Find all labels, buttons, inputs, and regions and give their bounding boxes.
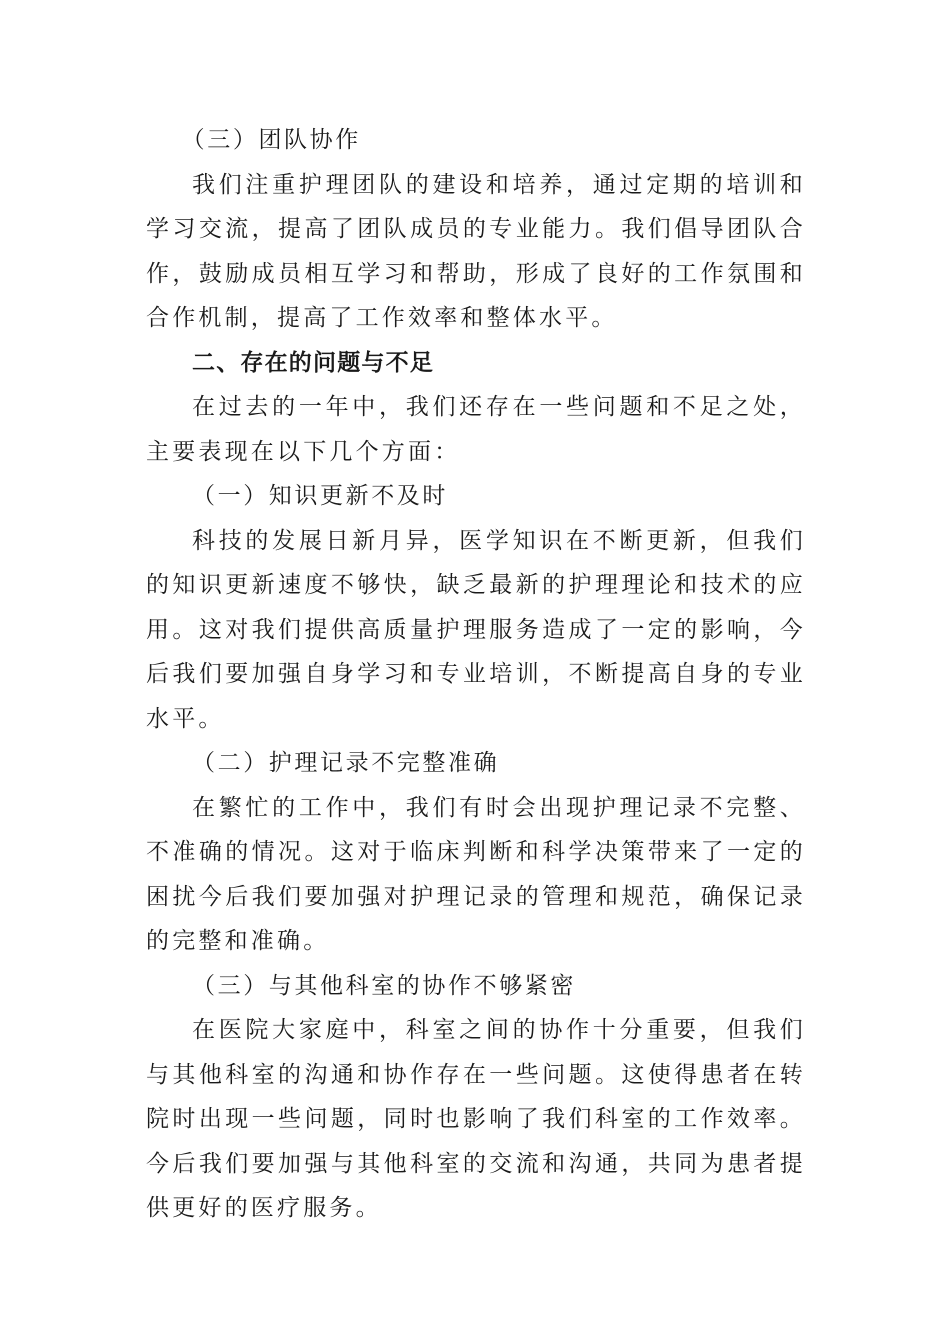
paragraph-department-collaboration: 在医院大家庭中，科室之间的协作十分重要，但我们与其他科室的沟通和协作存在一些问题。这使得患者在转院时出现一些问题，同时也影响了我们科室的工作效率。今后我们要加强与其他科室的交流和沟通，共同为患者提供更好的医疗服务。 [146,1017,806,1221]
paragraph-problems-intro: 在过去的一年中，我们还存在一些问题和不足之处，主要表现在以下几个方面： [146,394,806,465]
subheading-team-collaboration: （三）团队协作 [181,127,361,153]
section-heading-problems: 二、存在的问题与不足 [192,349,434,376]
document-page [146,118,806,1231]
paragraph-team-collaboration: 我们注重护理团队的建设和培养，通过定期的培训和学习交流，提高了团队成员的专业能力。我们倡导团队合作，鼓励成员相互学习和帮助，形成了良好的工作氛围和合作机制，提高了工作效率和整体水平。 [146,171,806,331]
subheading-nursing-records: （二）护理记录不完整准确 [192,750,500,776]
subheading-department-collaboration: （三）与其他科室的协作不够紧密 [192,972,576,999]
paragraph-nursing-records: 在繁忙的工作中，我们有时会出现护理记录不完整、不准确的情况。这对于临床判断和科学决策带来了一定的困扰今后我们要加强对护理记录的管理和规范，确保记录的完整和准确。 [146,794,806,954]
paragraph-knowledge-update: 科技的发展日新月异，医学知识在不断更新，但我们的知识更新速度不够快，缺乏最新的护理理论和技术的应用。这对我们提供高质量护理服务造成了一定的影响，今后我们要加强自身学习和专业培训，不断提高自身的专业水平。 [146,527,806,732]
subheading-knowledge-update: （一）知识更新不及时 [192,483,448,509]
